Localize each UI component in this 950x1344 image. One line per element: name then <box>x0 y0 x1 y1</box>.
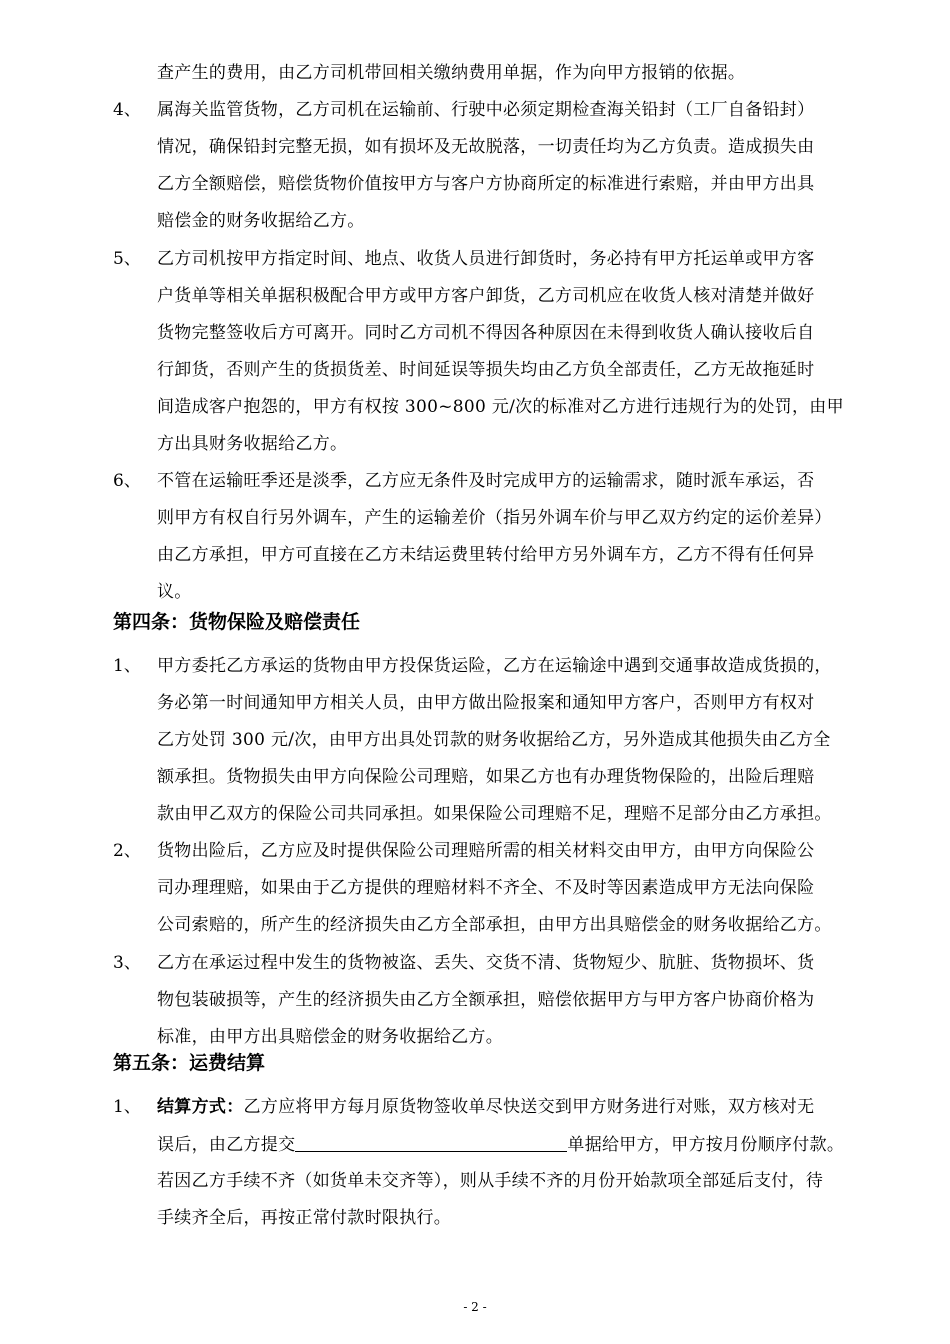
paragraph-line: 乙方司机按甲方指定时间、地点、收货人员进行卸货时，务必持有甲方托运单或甲方客 <box>157 249 815 269</box>
paragraph-text: 乙方应将甲方每月原货物签收单尽快送交到甲方财务进行对账，双方核对无 <box>243 1097 815 1117</box>
page-number: - 2 - <box>463 1300 487 1314</box>
paragraph-line: 行卸货，否则产生的货损货差、时间延误等损失均由乙方负全部责任，乙方无故拖延时 <box>157 360 815 380</box>
paragraph-text: 单据给甲方，甲方按月份顺序付款。 <box>567 1135 845 1155</box>
item-number: 5、 <box>113 249 141 269</box>
paragraph-line: 公司索赔的，所产生的经济损失由乙方全部承担，由甲方出具赔偿金的财务收据给乙方。 <box>157 915 832 935</box>
paragraph-line: 务必第一时间通知甲方相关人员，由甲方做出险报案和通知甲方客户，否则甲方有权对 <box>157 693 815 713</box>
paragraph-line: 物包装破损等，产生的经济损失由乙方全额承担，赔偿依据甲方与甲方客户协商价格为 <box>157 990 815 1010</box>
paragraph-line: 标准，由甲方出具赔偿金的财务收据给乙方。 <box>157 1027 503 1047</box>
item-number: 1、 <box>113 1097 141 1117</box>
item-number: 6、 <box>113 471 141 491</box>
paragraph-line: 甲方委托乙方承运的货物由甲方投保货运险，乙方在运输途中遇到交通事故造成货损的， <box>157 656 832 676</box>
paragraph-line: 属海关监管货物，乙方司机在运输前、行驶中必须定期检查海关铅封（工厂自备铅封） <box>157 100 815 120</box>
paragraph-line: 额承担。货物损失由甲方向保险公司理赔，如果乙方也有办理货物保险的，出险后理赔 <box>157 767 815 787</box>
paragraph-line: 赔偿金的财务收据给乙方。 <box>157 211 365 231</box>
fill-in-blank <box>295 1133 567 1152</box>
item-number: 2、 <box>113 841 141 861</box>
paragraph-line: 乙方全额赔偿，赔偿货物价值按甲方与客户方协商所定的标准进行索赔，并由甲方出具 <box>157 174 815 194</box>
paragraph-line: 款由甲乙双方的保险公司共同承担。如果保险公司理赔不足，理赔不足部分由乙方承担。 <box>157 804 832 824</box>
paragraph-line: 货物出险后，乙方应及时提供保险公司理赔所需的相关材料交由甲方，由甲方向保险公 <box>157 841 815 861</box>
paragraph-line: 间造成客户抱怨的，甲方有权按 300~800 元/次的标准对乙方进行违规行为的处罚，由甲 <box>157 397 844 417</box>
item-number: 1、 <box>113 656 141 676</box>
item-number: 3、 <box>113 953 141 973</box>
section-heading-article-5: 第五条：运费结算 <box>113 1052 266 1074</box>
paragraph-text: 误后，由乙方提交 <box>157 1135 296 1155</box>
paragraph-line <box>157 1096 814 1118</box>
paragraph-line: 手续齐全后，再按正常付款时限执行。 <box>157 1208 452 1228</box>
paragraph-line: 查产生的费用，由乙方司机带回相关缴纳费用单据，作为向甲方报销的依据。 <box>157 63 746 83</box>
paragraph-line: 乙方处罚 300 元/次，由甲方出具处罚款的财务收据给乙方，另外造成其他损失由乙方全 <box>157 730 831 750</box>
paragraph-line: 方出具财务收据给乙方。 <box>157 434 348 454</box>
paragraph-line: 乙方在承运过程中发生的货物被盗、丢失、交货不清、货物短少、肮脏、货物损坏、货 <box>157 953 815 973</box>
section-heading-article-4: 第四条：货物保险及赔偿责任 <box>113 611 361 633</box>
paragraph-line: 则甲方有权自行另外调车，产生的运输差价（指另外调车价与甲乙双方约定的运价差异） <box>157 508 832 528</box>
paragraph-line: 司办理理赔，如果由于乙方提供的理赔材料不齐全、不及时等因素造成甲方无法向保险 <box>157 878 815 898</box>
settlement-method-label: 结算方式： <box>157 1097 244 1117</box>
paragraph-line: 户货单等相关单据积极配合甲方或甲方客户卸货，乙方司机应在收货人核对清楚并做好 <box>157 286 815 306</box>
paragraph-line: 由乙方承担，甲方可直接在乙方未结运费里转付给甲方另外调车方，乙方不得有任何异 <box>157 545 815 565</box>
paragraph-line: 货物完整签收后方可离开。同时乙方司机不得因各种原因在未得到收货人确认接收后自 <box>157 323 815 343</box>
paragraph-line: 情况，确保铅封完整无损，如有损坏及无故脱落，一切责任均为乙方负责。造成损失由 <box>157 137 815 157</box>
paragraph-line: 不管在运输旺季还是淡季，乙方应无条件及时完成甲方的运输需求，随时派车承运，否 <box>157 471 815 491</box>
item-number: 4、 <box>113 100 141 120</box>
paragraph-line <box>157 1133 844 1156</box>
paragraph-line: 若因乙方手续不齐（如货单未交齐等），则从手续不齐的月份开始款项全部延后支付，待 <box>157 1171 824 1191</box>
paragraph-line: 议。 <box>157 582 192 602</box>
